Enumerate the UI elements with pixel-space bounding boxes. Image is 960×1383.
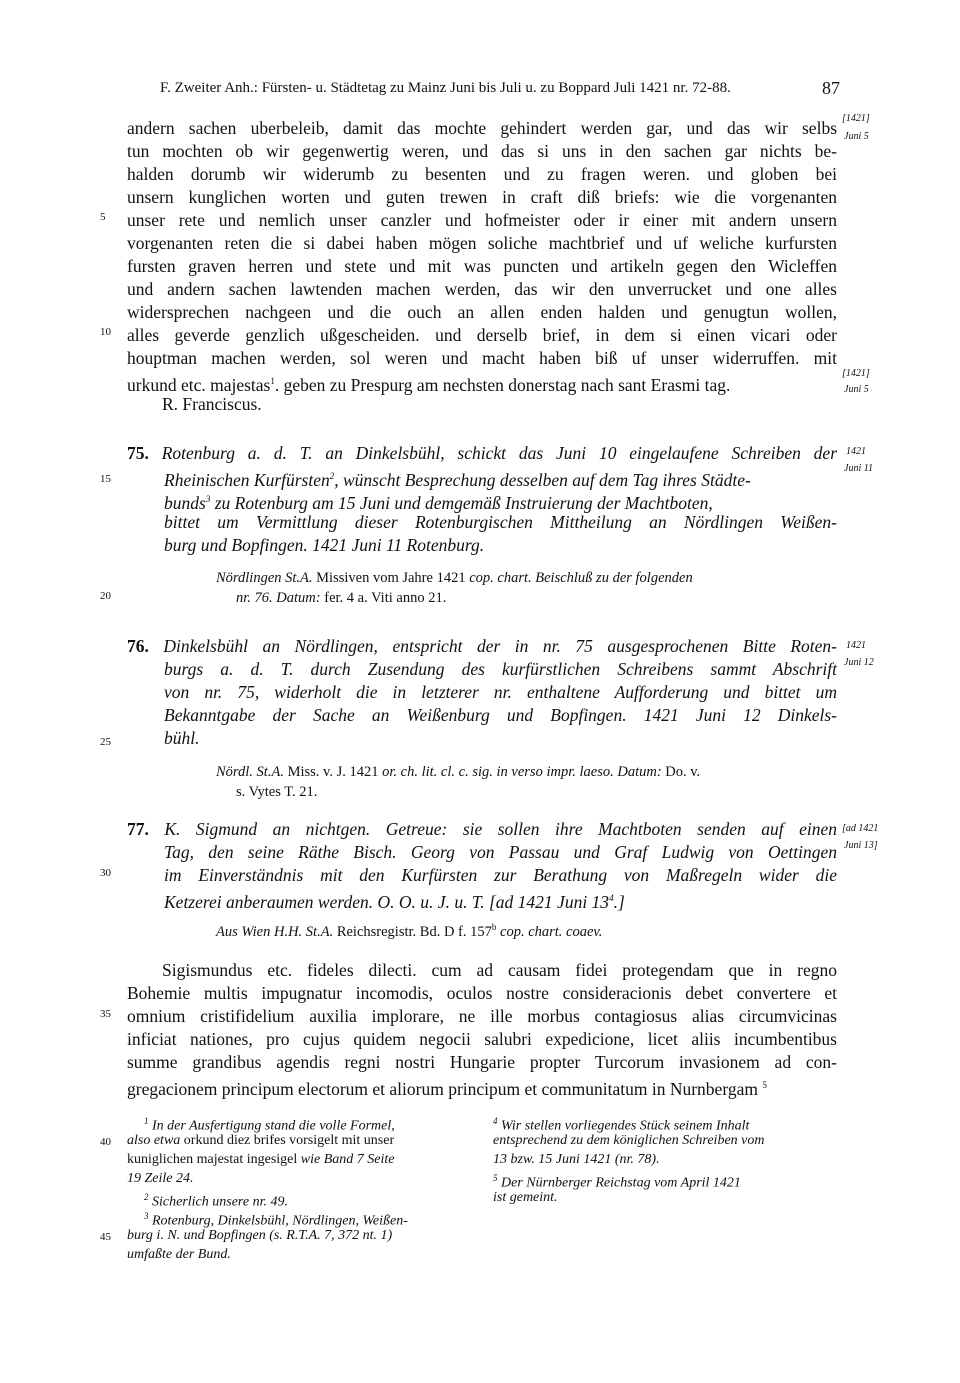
footnote-mark: 1 xyxy=(270,376,275,386)
source-note xyxy=(216,570,693,587)
margin-note: Juni 5 xyxy=(844,131,869,142)
source-text: nr. 76. xyxy=(236,590,273,606)
footnote-mark: 3 xyxy=(144,1211,149,1221)
text-line: omnium cristifidelium auxilia implorare, ne ille morbus contagiosus alias circumvicinas xyxy=(127,1006,837,1026)
text-segment: urkund etc. majestas xyxy=(127,374,271,395)
archive-name: Aus Wien H.H. St.A. xyxy=(216,923,334,940)
entry-text: Ketzerei anberaumen werden. O. O. u. J. u. T. [ad 1421 Juni 13 xyxy=(164,891,610,912)
footnote-line: ist gemeint. xyxy=(493,1190,558,1205)
margin-note: [ad 1421 xyxy=(842,823,879,834)
entry-line: burgs a. d. T. durch Zusendung des kurfürstlichen Schreibens sammt Abschrift xyxy=(164,659,837,679)
margin-note: Juni 11 xyxy=(844,463,873,474)
entry-line: von nr. 75, widerholt die in letzterer nr. enthaltene Aufforderung und bittet um xyxy=(164,682,837,702)
footnote-line: entsprechend zu dem königlichen Schreiben vom xyxy=(493,1133,765,1148)
footnote-text: Sicherlich unsere nr. 49. xyxy=(152,1194,288,1210)
entry-line xyxy=(127,636,837,656)
margin-note: Juni 5 xyxy=(844,384,869,395)
entry-text: .] xyxy=(613,891,625,912)
footnote-mark: 5 xyxy=(493,1173,498,1183)
text-line: unser rete und nemlich unser canzler und hofmeister oder ir einer mit andern unsern xyxy=(127,210,837,230)
line-number: 15 xyxy=(100,473,111,485)
footnote-mark: 3 xyxy=(205,494,211,504)
source-note xyxy=(216,764,700,781)
page-number: 87 xyxy=(822,78,840,98)
footnote-mark: 2 xyxy=(329,471,335,481)
running-head xyxy=(160,80,840,97)
margin-note: Juni 13] xyxy=(844,840,878,851)
entry-line xyxy=(164,466,751,490)
text-segment: geben zu Prespurg am nechsten donerstag nach sant Erasmi tag. xyxy=(283,374,731,395)
source-note xyxy=(216,922,602,941)
entry-line: bittet um Vermittlung dieser Rotenburgischen Mittheilung an Nördlingen Weißen- xyxy=(164,512,837,532)
entry-line: Bekanntgabe der Sache an Weißenburg und Bopfingen. 1421 Juni 12 Dinkels- xyxy=(164,705,837,725)
footnote-line xyxy=(127,1131,394,1150)
entry-number: 75. xyxy=(127,443,149,463)
margin-note: 1421 xyxy=(846,446,866,457)
entry-line xyxy=(164,888,625,912)
text-line: unsern kunglichen worten und guten trewen in craft diß briefs: wie die vorgenanten xyxy=(127,187,837,207)
source-text: Missiven vom Jahre 1421 xyxy=(316,570,466,586)
entry-line: burg und Bopfingen. 1421 Juni 11 Rotenburg. xyxy=(164,535,485,555)
footnote-mark: 1 xyxy=(144,1116,149,1126)
footnote-mark: 2 xyxy=(144,1192,149,1202)
entry-text: K. Sigmund an nichtgen. Getreue: sie sollen ihre Machtboten senden auf einen xyxy=(164,819,837,839)
signature-line: R. Franciscus. xyxy=(162,394,262,414)
entry-line: Tag, den seine Räthe Bisch. Georg von Passau und Graf Ludwig von Oettingen xyxy=(164,842,837,862)
text-line: urkund etc. majestas$^1$. geben zu Prespurg am nechsten donerstag nach sant Erasmi tag. xyxy=(127,374,731,395)
text-line: houptman machen werden, sol weren und macht haben biß uf unser widerruffen. mit xyxy=(127,348,837,368)
margin-note: [1421] xyxy=(842,368,870,379)
footnote-text: In der Ausfertigung stand die volle Formel, xyxy=(152,1118,395,1134)
margin-note: 1421 xyxy=(846,640,866,651)
entry-text: bunds xyxy=(164,492,206,513)
line-number: 5 xyxy=(100,211,106,223)
text-line: und andern sachen lawtenden machen werden, das wir den unverrucket und one alles xyxy=(127,279,837,299)
footnote-text: Rotenburg, Dinkelsbühl, Nördlingen, Weißen- xyxy=(152,1213,408,1229)
margin-note: [1421] xyxy=(842,113,870,124)
text-line xyxy=(127,1075,767,1099)
entry-number: 77. xyxy=(127,819,149,839)
source-text: or. ch. lit. cl. c. sig. in verso impr. laeso. xyxy=(382,764,614,780)
line-number: 10 xyxy=(100,326,111,338)
line-number: 45 xyxy=(100,1231,111,1243)
line-number: 35 xyxy=(100,1008,111,1020)
footnote-text: also etwa xyxy=(127,1133,181,1148)
source-text: cop. chart. coaev. xyxy=(500,923,603,940)
source-text: fer. 4 a. Viti anno 21. xyxy=(324,590,447,606)
entry-line xyxy=(127,443,837,463)
entry-text: Dinkelsbühl an Nördlingen, entspricht der in nr. 75 ausgesprochenen Bitte Roten- xyxy=(163,636,837,656)
text-line: fursten graven herren und stete und mit was puncten und artikeln gegen den Wicleffen xyxy=(127,256,837,276)
entry-line xyxy=(164,489,713,513)
text-line: widersprechen nachgeen und die ouch an allen enden halden und genugtun wollen, xyxy=(127,302,837,322)
footnote-text: Der Nürnberger Reichstag vom April 1421 xyxy=(501,1175,741,1191)
footnote-text: orkund diez brifes vorsigelt mit unser xyxy=(183,1133,395,1148)
line-number: 30 xyxy=(100,867,111,879)
line-number: 20 xyxy=(100,590,111,602)
text-line: summe grandibus agendis regni nostri Hungarie propter Turcorum invasionem ad con- xyxy=(127,1052,837,1072)
footnote-mark: 4 xyxy=(609,893,614,903)
text-segment: gregacionem principum electorum et aliorum principum et communitatum in Nurnbergam xyxy=(127,1078,758,1099)
archive-name: Nördl. St.A. xyxy=(216,764,284,780)
text-line: tun mochten ob wir gegenwertig weren, und das si uns in den sachen gar nichts be- xyxy=(127,141,837,161)
entry-text: Rheinischen Kurfürsten xyxy=(164,469,330,490)
source-text: cop. chart. xyxy=(469,570,532,586)
entry-text: , wünscht Besprechung desselben auf dem Tag ihres Städte- xyxy=(334,469,751,490)
source-text: Datum: xyxy=(617,764,662,780)
footnote-line xyxy=(127,1150,395,1169)
line-number: 25 xyxy=(100,736,111,748)
entry-line: im Einverständnis mit den Kurfürsten zur Berathung von Maßregeln wider die xyxy=(164,865,837,885)
source-text: Miss. v. J. 1421 xyxy=(287,764,379,780)
footnote-line: burg i. N. und Bopfingen (s. R.T.A. 7, 372 nt. 1) xyxy=(127,1228,393,1243)
entry-text: zu Rotenburg am 15 Juni und demgemäß Instruierung der Machtboten, xyxy=(214,492,713,513)
margin-note: Juni 12 xyxy=(844,657,874,668)
footnote-mark: 5 xyxy=(762,1080,767,1090)
entry-text: Rotenburg a. d. T. an Dinkelsbühl, schickt das Juni 10 eingelaufene Schreiben der xyxy=(161,443,838,463)
running-head-title: F. Zweiter Anh.: Fürsten- u. Städtetag zu Mainz Juni bis Juli u. zu Boppard Juli 1421 nr. 72-88. xyxy=(160,80,731,96)
text-line: Bohemie multis impugnatur incomodis, oculos nostre consideracionis debet convertere et xyxy=(127,983,837,1003)
text-line: alles geverde genzlich ußgescheiden. und derselb brief, in dem si einen vicari oder xyxy=(127,325,837,345)
archive-name: Nördlingen St.A. xyxy=(216,570,313,586)
text-line: halden dorumb wir widerumb zu besenten und zu fragen weren. und globen bei xyxy=(127,164,837,184)
footnote-text: wie Band 7 Seite xyxy=(300,1152,395,1167)
entry-line: bühl. xyxy=(164,728,200,748)
text-line: inficiat nationes, pro cujus quidem negocii salubri expedicione, licet aliis incumbentibus xyxy=(127,1029,837,1049)
source-text: Reichsregistr. Bd. D f. 157 xyxy=(336,923,492,940)
footnote-mark: b xyxy=(491,922,497,932)
line-number: 40 xyxy=(100,1136,111,1148)
source-note xyxy=(236,590,446,607)
text-line: Sigismundus etc. fideles dilecti. cum ad causam fidei protegendam que in regno xyxy=(162,960,837,980)
footnote-text: Wir stellen vorliegendes Stück seinem Inhalt xyxy=(501,1118,750,1134)
source-text: Do. v. xyxy=(665,764,701,780)
entry-line xyxy=(127,819,837,839)
text-line: vorgenanten reten die si dabei haben mögen soliche machtbrief und uf weliche kurfursten xyxy=(127,233,837,253)
footnote-mark: 4 xyxy=(493,1116,498,1126)
source-text: Datum: xyxy=(276,590,321,606)
footnote-line: umfaßte der Bund. xyxy=(127,1247,231,1262)
source-text: Beischluß zu der folgenden xyxy=(535,570,693,586)
entry-number: 76. xyxy=(127,636,149,656)
footnote-line: 19 Zeile 24. xyxy=(127,1171,194,1186)
footnote-line: 13 bzw. 15 Juni 1421 (nr. 78). xyxy=(493,1152,660,1167)
text-line: andern sachen uberbeleib, damit das mochte gehindert werden gar, und das wir selbs xyxy=(127,118,837,138)
source-note: s. Vytes T. 21. xyxy=(236,784,318,800)
footnote-text: kuniglichen majestat ingesigel xyxy=(127,1152,298,1167)
